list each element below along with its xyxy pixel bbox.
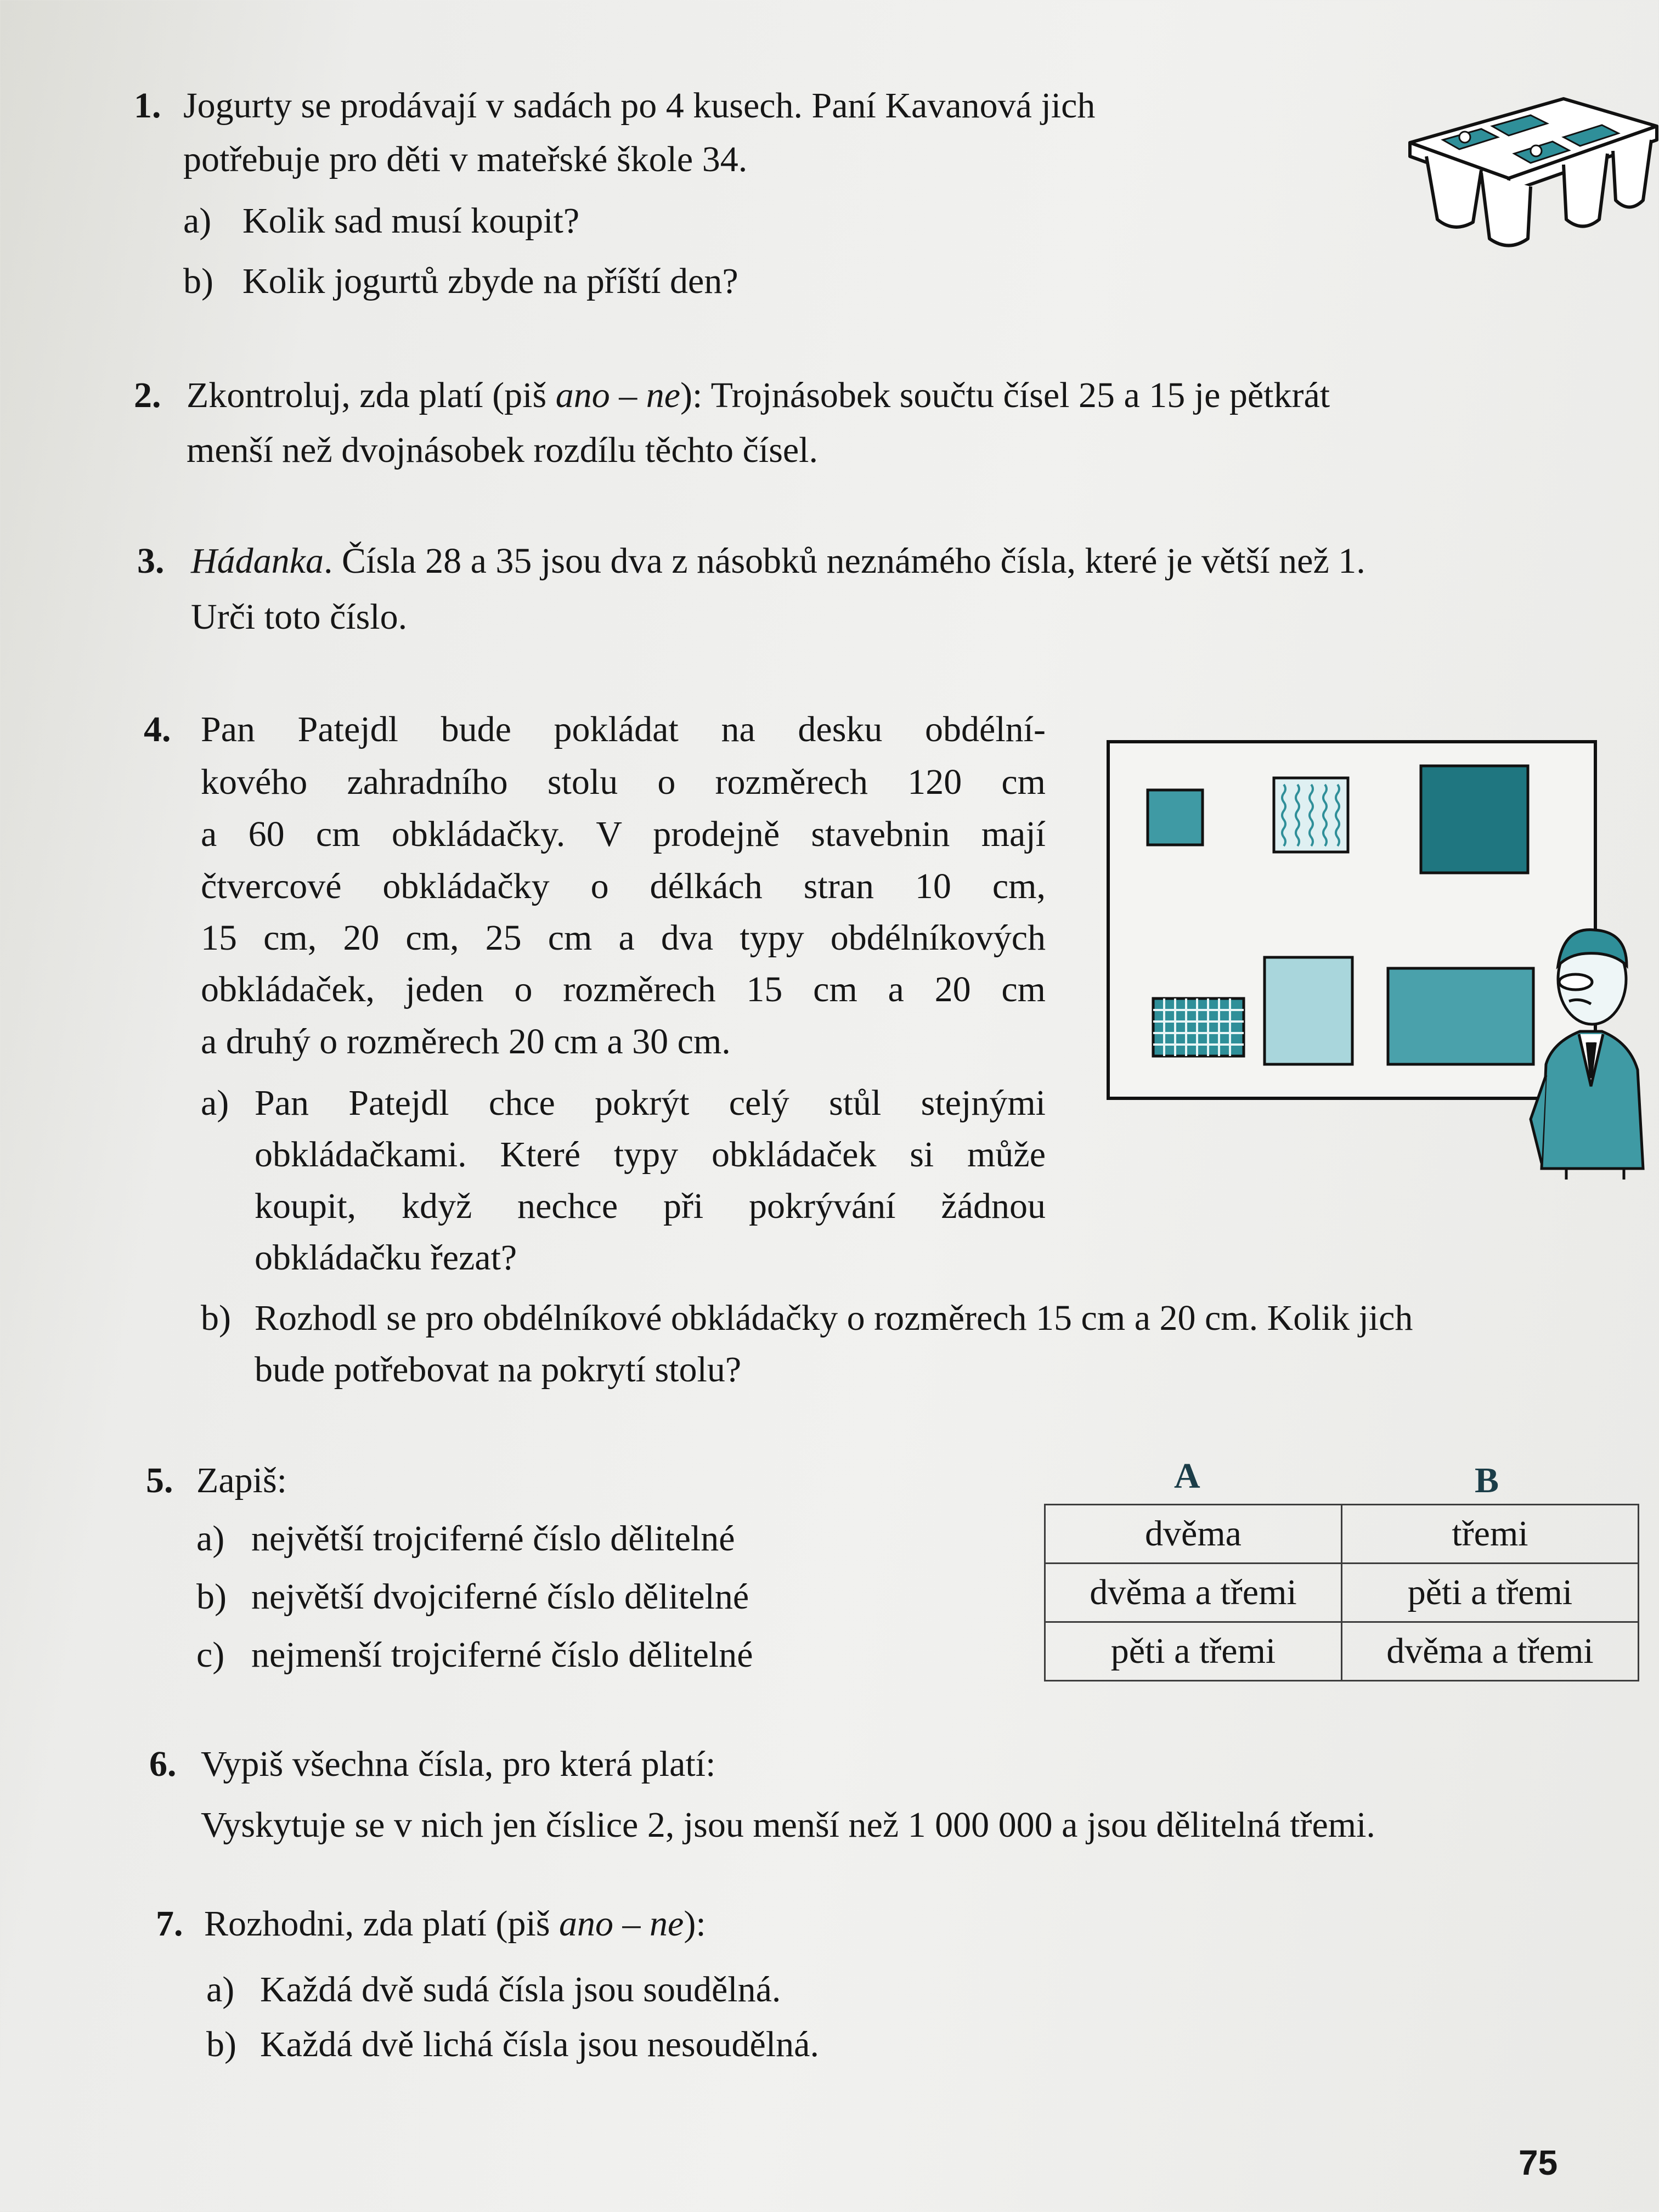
table-row bbox=[1045, 1622, 1639, 1681]
problem-5a-text: největší trojciferné číslo dělitelné bbox=[251, 1519, 735, 1559]
problem-5a-label: a) bbox=[196, 1519, 225, 1559]
problem-4-line-7: a druhý o rozměrech 20 cm a 30 cm. bbox=[201, 1022, 731, 1062]
table-header-b: B bbox=[1475, 1460, 1499, 1500]
problem-4a-line-2: obkládačkami. Které typy obkládaček si může bbox=[255, 1135, 1046, 1175]
table-cell-a3: pěti a třemi bbox=[1045, 1622, 1342, 1681]
problem-5b-text: největší dvojciferné číslo dělitelné bbox=[251, 1577, 749, 1617]
yogurt-pack-icon bbox=[1399, 82, 1659, 258]
divisibility-table bbox=[1044, 1504, 1639, 1681]
problem-5c-text: nejmenší trojciferné číslo dělitelné bbox=[251, 1635, 753, 1675]
table-header-a: A bbox=[1174, 1456, 1200, 1496]
table-cell-a2: dvěma a třemi bbox=[1045, 1564, 1342, 1622]
problem-3-hadanka: Hádanka bbox=[191, 541, 324, 581]
problem-3-number: 3. bbox=[137, 541, 165, 581]
problem-5c-label: c) bbox=[196, 1635, 225, 1675]
problem-1-line-2: potřebuje pro děti v mateřské škole 34. bbox=[183, 139, 748, 179]
problem-5b-label: b) bbox=[196, 1577, 227, 1617]
problem-4-line-1: Pan Patejdl bude pokládat na desku obdélní- bbox=[201, 709, 1046, 749]
problem-6-line-1: Vypiš všechna čísla, pro která platí: bbox=[201, 1744, 716, 1784]
problem-1a-label: a) bbox=[183, 201, 212, 241]
problem-1a-text: Kolik sad musí koupit? bbox=[242, 201, 580, 241]
problem-4a-label: a) bbox=[201, 1083, 229, 1123]
problem-7-number: 7. bbox=[156, 1904, 183, 1944]
problem-1b-text: Kolik jogurtů zbyde na příští den? bbox=[242, 261, 738, 301]
table-cell-a1: dvěma bbox=[1045, 1505, 1342, 1564]
problem-4a-line-1: Pan Patejdl chce pokrýt celý stůl stejnými bbox=[255, 1083, 1046, 1123]
problem-4b-line-2: bude potřebovat na pokrytí stolu? bbox=[255, 1350, 742, 1390]
table-cell-b3: dvěma a třemi bbox=[1342, 1622, 1639, 1681]
problem-3-line-2: Urči toto číslo. bbox=[191, 597, 408, 637]
problem-4a-line-4: obkládačku řezat? bbox=[255, 1238, 517, 1278]
problem-3-line-1 bbox=[191, 543, 1365, 579]
problem-2-line-1 bbox=[187, 377, 1651, 414]
tile-10cm-square bbox=[1148, 790, 1203, 845]
problem-4-line-4: čtvercové obkládačky o délkách stran 10 cm, bbox=[201, 866, 1046, 906]
problem-4-number: 4. bbox=[144, 709, 171, 749]
problem-4a-line-3: koupit, když nechce při pokrývání žádnou bbox=[255, 1186, 1046, 1226]
problem-7a-text: Každá dvě sudá čísla jsou soudělná. bbox=[260, 1970, 781, 2010]
problem-4b-line-1: Rozhodl se pro obdélníkové obkládačky o rozměrech 15 cm a 20 cm. Kolik jich bbox=[255, 1298, 1413, 1338]
table-cell-b2: pěti a třemi bbox=[1342, 1564, 1639, 1622]
table-row bbox=[1045, 1564, 1639, 1622]
problem-2-line-1-em: ano – ne bbox=[555, 375, 680, 415]
problem-3-line-1-rest: . Čísla 28 a 35 jsou dva z násobků neznámého čísla, které je větší než 1. bbox=[323, 541, 1365, 581]
problem-7-line-1-a: Rozhodni, zda platí (piš bbox=[204, 1904, 560, 1944]
problem-7a-label: a) bbox=[206, 1970, 235, 2010]
problem-7-line-1 bbox=[204, 1906, 706, 1942]
problem-5-number: 5. bbox=[146, 1460, 173, 1500]
problem-6-line-2: Vyskytuje se v nich jen číslice 2, jsou menší než 1 000 000 a jsou dělitelná třemi. bbox=[201, 1805, 1375, 1845]
problem-1b-label: b) bbox=[183, 261, 213, 301]
problem-4-line-5: 15 cm, 20 cm, 25 cm a dva typy obdélníkových bbox=[201, 918, 1046, 958]
table-cell-b1: třemi bbox=[1342, 1505, 1639, 1564]
tile-25cm-square bbox=[1421, 766, 1528, 873]
problem-2-number: 2. bbox=[134, 375, 161, 415]
tile-board-illustration bbox=[1103, 735, 1651, 1185]
problem-1-number: 1. bbox=[134, 86, 161, 126]
problem-4-line-2: kového zahradního stolu o rozměrech 120 cm bbox=[201, 762, 1046, 802]
problem-7b-text: Každá dvě lichá čísla jsou nesoudělná. bbox=[260, 2024, 819, 2064]
problem-5-title: Zapiš: bbox=[196, 1460, 287, 1500]
problem-7-line-1-em: ano – ne bbox=[559, 1904, 684, 1944]
page-number: 75 bbox=[1519, 2143, 1558, 2182]
problem-7-line-1-b: ): bbox=[684, 1904, 706, 1944]
problem-4b-label: b) bbox=[201, 1298, 231, 1338]
problem-1-line-1: Jogurty se prodávají v sadách po 4 kusech. Paní Kavanová jich bbox=[183, 86, 1096, 126]
problem-6-number: 6. bbox=[149, 1744, 177, 1784]
problem-2-line-1-a: Zkontroluj, zda platí (piš bbox=[187, 375, 556, 415]
problem-4-line-3: a 60 cm obkládačky. V prodejně stavebnin mají bbox=[201, 814, 1046, 854]
problem-2-line-2: menší než dvojnásobek rozdílu těchto čísel. bbox=[187, 430, 819, 470]
tile-15x20-rectangle bbox=[1388, 968, 1533, 1064]
problem-4-line-6: obkládaček, jeden o rozměrech 15 cm a 20 cm bbox=[201, 969, 1046, 1009]
tile-20x30-rectangle bbox=[1265, 957, 1352, 1064]
problem-7b-label: b) bbox=[206, 2024, 236, 2064]
table-row bbox=[1045, 1505, 1639, 1564]
problem-2-line-1-b: ): Trojnásobek součtu čísel 25 a 15 je pětkrát bbox=[680, 375, 1330, 415]
